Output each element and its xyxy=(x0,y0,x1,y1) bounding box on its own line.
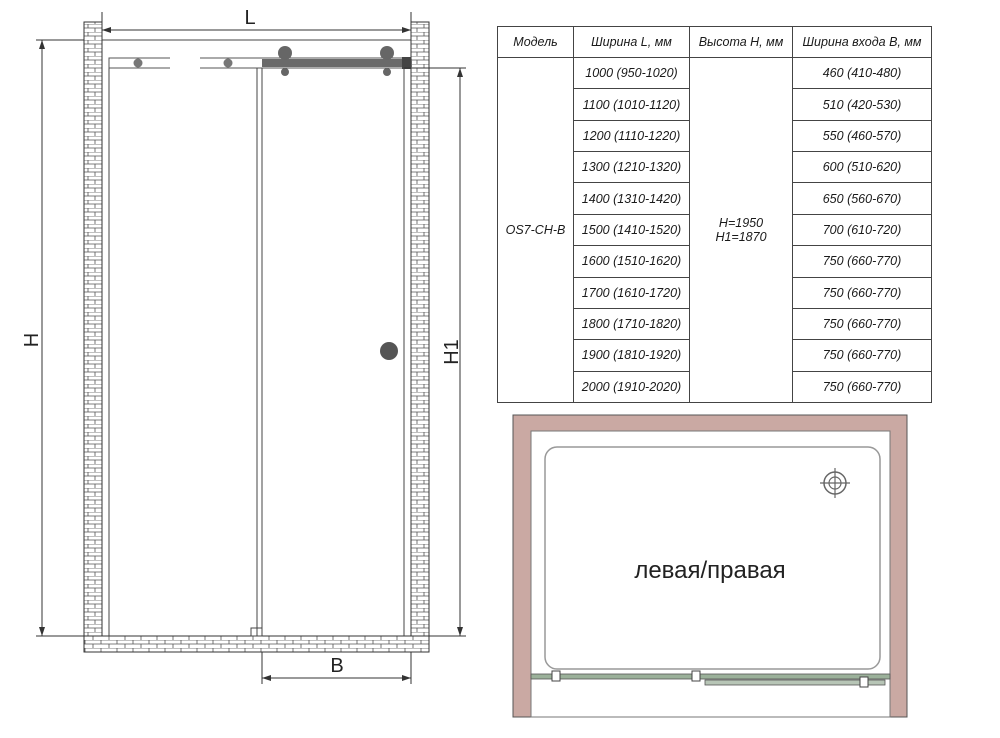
width-cell: 1800 (1710-1820) xyxy=(574,308,690,339)
header-model: Модель xyxy=(498,27,574,58)
plan-view xyxy=(513,415,907,717)
sliding-panel xyxy=(705,680,885,685)
height-value: H1=1870 xyxy=(715,230,767,244)
table-header-row xyxy=(498,27,932,58)
entry-width-cell: 750 (660-770) xyxy=(793,277,932,308)
width-cell: 1900 (1810-1920) xyxy=(574,340,690,371)
entry-width-cell: 650 (560-670) xyxy=(793,183,932,214)
header-entry-width: Ширина входа B, мм xyxy=(793,27,932,58)
entry-width-cell: 750 (660-770) xyxy=(793,308,932,339)
header-width: Ширина L, мм xyxy=(574,27,690,58)
width-cell: 1400 (1310-1420) xyxy=(574,183,690,214)
entry-width-cell: 460 (410-480) xyxy=(793,58,932,89)
door-handle-icon xyxy=(380,342,398,360)
dim-H-label: H xyxy=(21,332,43,348)
table-row xyxy=(498,58,932,89)
entry-width-cell: 600 (510-620) xyxy=(793,152,932,183)
front-elevation xyxy=(21,7,466,684)
roller-icon xyxy=(380,46,394,60)
height-value: H=1950 xyxy=(718,216,764,230)
width-cell: 1300 (1210-1320) xyxy=(574,152,690,183)
entry-width-cell: 750 (660-770) xyxy=(793,371,932,402)
height-cell xyxy=(690,58,793,403)
header-height: Высота H, мм xyxy=(690,27,793,58)
rail-bar xyxy=(262,59,412,67)
width-cell: 1600 (1510-1620) xyxy=(574,246,690,277)
width-cell: 1100 (1010-1120) xyxy=(574,89,690,120)
roller-icon xyxy=(134,59,143,68)
floor xyxy=(84,636,429,652)
width-cell: 1700 (1610-1720) xyxy=(574,277,690,308)
model-cell: OS7-CH-B xyxy=(498,58,574,403)
entry-width-cell: 750 (660-770) xyxy=(793,246,932,277)
width-cell: 1200 (1110-1220) xyxy=(574,120,690,151)
dim-L-label: L xyxy=(244,7,256,29)
width-cell: 1500 (1410-1520) xyxy=(574,214,690,245)
glass-panel xyxy=(531,674,890,679)
specification-table xyxy=(497,26,932,403)
width-cell: 1000 (950-1020) xyxy=(574,58,690,89)
dim-B-label: B xyxy=(330,655,344,677)
roller-icon xyxy=(224,59,233,68)
right-wall xyxy=(411,22,429,652)
plan-label: левая/правая xyxy=(634,557,786,584)
entry-width-cell: 700 (610-720) xyxy=(793,214,932,245)
left-wall xyxy=(84,22,102,652)
entry-width-cell: 750 (660-770) xyxy=(793,340,932,371)
width-cell: 2000 (1910-2020) xyxy=(574,371,690,402)
dim-H1-label: H1 xyxy=(441,339,463,365)
table-body xyxy=(498,58,932,403)
entry-width-cell: 550 (460-570) xyxy=(793,120,932,151)
entry-width-cell: 510 (420-530) xyxy=(793,89,932,120)
roller-icon xyxy=(278,46,292,60)
